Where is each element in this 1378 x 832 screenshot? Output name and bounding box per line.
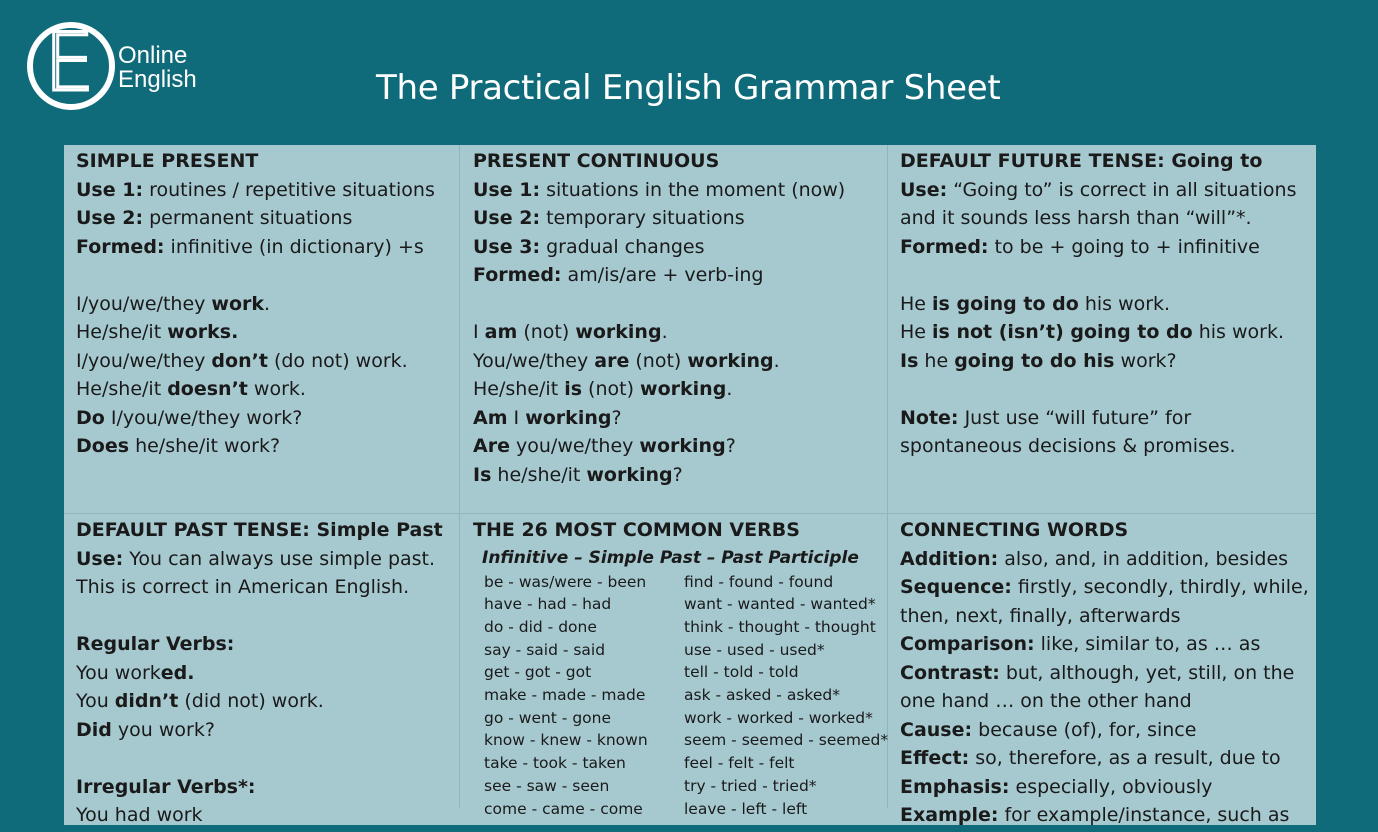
- verbs-subheading: Infinitive – Simple Past – Past Participle: [482, 547, 859, 568]
- connector-line: Addition: also, and, in addition, besides: [900, 547, 1289, 570]
- logo-line-english: English: [118, 66, 197, 93]
- logo-letter: E: [44, 16, 95, 109]
- connector-line: Contrast: but, although, yet, still, on the: [900, 661, 1295, 684]
- page-title: The Practical English Grammar Sheet: [376, 68, 1001, 108]
- example-line: I am (not) working.: [473, 321, 668, 343]
- use-line: Use 2: permanent situations: [76, 207, 353, 229]
- verb-form-row: want - wanted - wanted*: [684, 595, 876, 614]
- example-line: Did you work?: [76, 718, 215, 741]
- example-line: He is not (isn’t) going to do his work.: [900, 321, 1285, 343]
- section-heading: PRESENT CONTINUOUS: [473, 150, 720, 172]
- example-line: I/you/we/they work.: [76, 292, 271, 315]
- verb-form-row: come - came - come: [484, 799, 643, 818]
- example-line: Is he going to do his work?: [900, 349, 1177, 372]
- verb-form-row: be - was/were - been: [484, 572, 647, 591]
- section-heading: SIMPLE PRESENT: [76, 150, 259, 172]
- note-line: Note: Just use “will future” for: [900, 406, 1192, 429]
- verb-form-row: ask - asked - asked*: [684, 686, 840, 705]
- verb-form-row: say - said - said: [484, 640, 606, 659]
- formed-line: Formed: infinitive (in dictionary) +s: [76, 235, 424, 258]
- connector-line: Emphasis: especially, obviously: [900, 775, 1213, 798]
- verbs-column-right: [684, 571, 888, 821]
- subheading-regular: Regular Verbs:: [76, 633, 235, 655]
- example-line: Does he/she/it work?: [76, 435, 281, 457]
- use-line: Use 3: gradual changes: [473, 235, 705, 258]
- use-line: Use: “Going to” is correct in all situations: [900, 178, 1297, 201]
- verb-form-row: go - went - gone: [484, 708, 612, 727]
- connector-line: Sequence: firstly, secondly, thirdly, while,: [900, 576, 1309, 598]
- example-line: He/she/it doesn’t work.: [76, 378, 306, 400]
- verb-form-row: get - got - got: [484, 663, 592, 682]
- verb-form-row: make - made - made: [484, 686, 646, 705]
- connector-line: Effect: so, therefore, as a result, due to: [900, 747, 1281, 769]
- use-line: Use: You can always use simple past.: [76, 547, 436, 570]
- example-line: Am I working?: [473, 406, 622, 429]
- example-line: He/she/it works.: [76, 321, 239, 343]
- logo-text: [118, 44, 197, 92]
- verb-form-row: have - had - had: [484, 595, 612, 614]
- example-line: Is he/she/it working?: [473, 463, 683, 486]
- use-line: Use 1: situations in the moment (now): [473, 178, 846, 201]
- example-line: You had work: [76, 804, 203, 826]
- verb-form-row: work - worked - worked*: [684, 708, 873, 727]
- verb-form-row: leave - left - left: [684, 799, 808, 818]
- subheading-irregular: Irregular Verbs*:: [76, 775, 256, 798]
- section-future-tense: [888, 145, 1316, 463]
- verb-form-row: see - saw - seen: [484, 776, 610, 795]
- verb-form-row: seem - seemed - seemed*: [684, 731, 889, 750]
- verb-form-row: think - thought - thought: [684, 617, 876, 636]
- verb-form-row: tell - told - told: [684, 663, 799, 682]
- use-line: Use 1: routines / repetitive situations: [76, 178, 435, 201]
- section-heading: DEFAULT PAST TENSE: Simple Past: [76, 519, 443, 541]
- section-past-tense: [64, 514, 459, 832]
- section-present-continuous: [461, 145, 887, 491]
- verb-form-row: do - did - done: [484, 617, 597, 636]
- section-heading: CONNECTING WORDS: [900, 519, 1129, 541]
- example-line: Do I/you/we/they work?: [76, 406, 303, 429]
- connector-line: Example: for example/instance, such as: [900, 804, 1290, 826]
- connector-line: Cause: because (of), for, since: [900, 718, 1197, 741]
- example-line: You didn’t (did not) work.: [76, 690, 324, 712]
- section-common-verbs: [461, 514, 889, 818]
- verb-form-row: know - knew - known: [484, 731, 648, 750]
- verb-form-row: use - used - used*: [684, 640, 825, 659]
- section-connecting-words: [888, 514, 1316, 832]
- example-line: You/we/they are (not) working.: [473, 349, 780, 372]
- verb-form-row: take - took - taken: [484, 754, 626, 773]
- connector-line: one hand … on the other hand: [900, 690, 1192, 712]
- logo-line-online: Online: [118, 42, 188, 69]
- example-line: You worked.: [76, 661, 195, 684]
- use-line: This is correct in American English.: [76, 576, 410, 598]
- use-line: and it sounds less harsh than “will”*.: [900, 207, 1252, 229]
- note-line: spontaneous decisions & promises.: [900, 435, 1236, 457]
- example-line: I/you/we/they don’t (do not) work.: [76, 349, 408, 372]
- connector-line: then, next, finally, afterwards: [900, 604, 1181, 627]
- section-heading: THE 26 MOST COMMON VERBS: [473, 519, 800, 541]
- verb-form-row: find - found - found: [684, 572, 834, 591]
- section-simple-present: [64, 145, 459, 463]
- verbs-column-left: [484, 571, 648, 821]
- example-line: He is going to do his work.: [900, 292, 1171, 315]
- formed-line: Formed: am/is/are + verb-ing: [473, 264, 764, 286]
- example-line: Are you/we/they working?: [473, 435, 736, 457]
- example-line: He/she/it is (not) working.: [473, 378, 733, 400]
- verb-form-row: try - tried - tried*: [684, 776, 817, 795]
- use-line: Use 2: temporary situations: [473, 207, 745, 229]
- connector-line: Comparison: like, similar to, as … as: [900, 633, 1261, 655]
- verb-form-row: feel - felt - felt: [684, 754, 795, 773]
- divider-left: [459, 145, 460, 808]
- formed-line: Formed: to be + going to + infinitive: [900, 235, 1260, 258]
- section-heading: DEFAULT FUTURE TENSE: Going to: [900, 150, 1263, 172]
